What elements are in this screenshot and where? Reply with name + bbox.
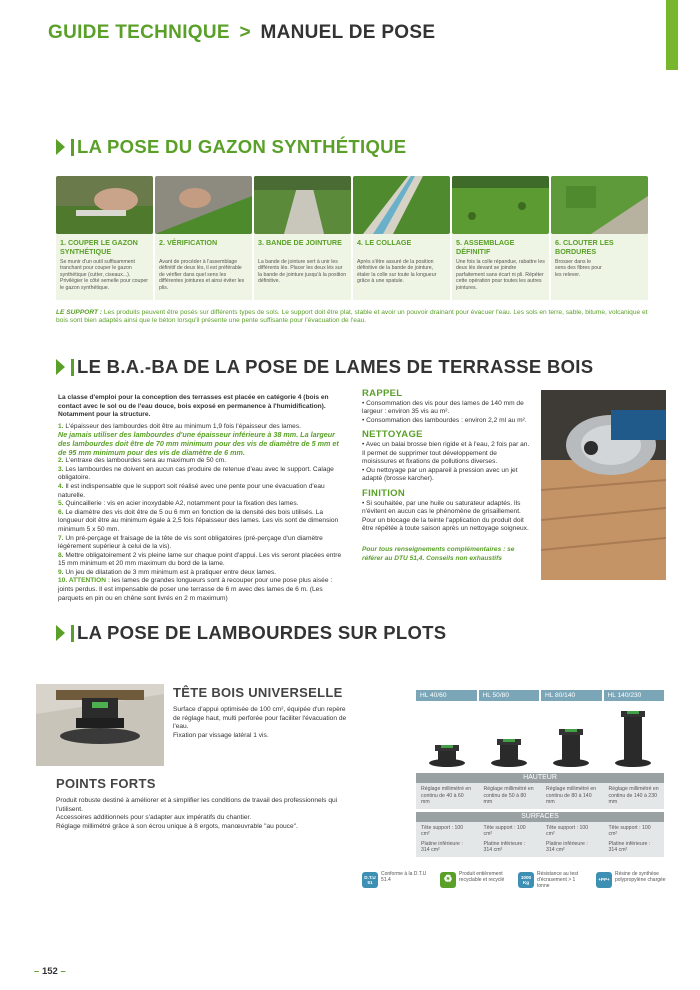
product-description: Surface d'appui optimisée de 100 cm², équipée d'un repère de réglage haut, multi perforée pour faciliter l'évacuation de l'eau. Fixation par vissage latéral 1 vis. <box>173 706 353 740</box>
pedestal-icon <box>429 745 465 767</box>
header-manuel-de-pose: MANUEL DE POSE <box>260 22 436 43</box>
bar-icon <box>71 139 74 156</box>
rappel-line: • Consommation des vis pour des lames de 140 mm de largeur : environ 35 vis au m². <box>362 399 524 416</box>
side-tab <box>666 0 678 70</box>
weight-badge: 1000 Kg Résistance au test d'écrasement > 1 tonne <box>518 872 588 889</box>
triangle-icon <box>56 139 65 155</box>
rule-item: 10. ATTENTION : les lames de grandes longueurs sont à recouper pour une pose plus aisée : joints perdus. Il est impensable de poser une terrasse de 6 m avec des lames de 6 m. (Les parquets en pin ou en chêne sont livrés en 2 m maximum) <box>58 577 333 602</box>
step-photo-verification <box>155 176 252 234</box>
step-1 <box>56 176 153 300</box>
recycle-badge: ♻ Produit entièrement recyclable et recyclé <box>440 872 510 889</box>
step-title: 2. VÉRIFICATION <box>159 238 218 247</box>
column-header: HL 80/140 <box>541 690 602 701</box>
pedestal-icon <box>491 739 527 767</box>
step-text: Brosser dans le sens des fibres pour les relever. <box>555 259 602 278</box>
step-title: 6. CLOUTER LES BORDURES <box>555 238 614 256</box>
chevron-right-icon: > <box>239 22 251 43</box>
rule-item: 7. Un pré-perçage et fraisage de la tête de vis sont obligatoires (pré-perçage d'un diamètre légèrement supérieur à celui de la vis). <box>58 534 323 551</box>
rule-item: 2. L'entraxe des lambourdes sera au maximum de 50 cm. <box>58 457 227 465</box>
surfaces-row-bottom: Platine inférieure : 314 cm² Platine inférieure : 314 cm² Platine inférieure : 314 cm² Platine inférieure : 314 cm² <box>416 841 664 857</box>
step-photo-borders <box>551 176 648 234</box>
triangle-icon <box>56 625 65 641</box>
column-header: HL 140/230 <box>604 690 665 701</box>
step-2 <box>155 176 252 300</box>
column-header: HL 40/60 <box>416 690 477 701</box>
table-header <box>416 690 664 701</box>
product-title: TÊTE BOIS UNIVERSELLE <box>173 685 343 700</box>
step-text: Avant de procéder à l'assemblage définitif de deux lés, il est préférable de vérifier dans quel sens les différentes jointures et ainsi éviter les plis. <box>159 259 245 291</box>
finition-line: • Si souhaitée, par une huile ou saturateur adaptés. Ils n'évitent en aucun cas le phénomène de grisaillement. Pour un blocage de la teinte l'application du produit doit être répétée à toute saison après un nettoyage soigneux. <box>362 499 529 533</box>
recycle-icon: ♻ <box>440 872 456 888</box>
step-title: 3. BANDE DE JOINTURE <box>258 238 342 247</box>
dtu-badge: D.T.U 51 Conforme à la D.T.U 51.4 <box>362 872 432 889</box>
rule-item: 3. Les lambourdes ne doivent en aucun cas produire de retenue d'eau avec le support. Calage obligatoire. <box>58 465 334 482</box>
step-6 <box>551 176 648 300</box>
page-number: – 152 – <box>34 966 66 977</box>
step-photo-assembly <box>452 176 549 234</box>
finition-title: FINITION <box>362 487 406 499</box>
product-fixation: Fixation par vissage latéral 1 vis. <box>173 731 269 739</box>
rule-item: 8. Mettre obligatoirement 2 vis pleine lame sur chaque point d'appui. Les vis seront placées entre 15 mm minimum et 20 mm maximum du bord de la lame. <box>58 551 342 568</box>
step-text: La bande de jointure sert à unir les différents lés. Placer les deux lés sur la bande de jointure jusqu'à la position définitive. <box>258 259 347 285</box>
hauteur-row: Réglage millimétré en continu de 40 à 60 mm Réglage millimétré en continu de 50 à 80 mm Réglage millimétré en continu de 80 à 140 mm Réglage millimétré en continu de 140 à 230 mm <box>416 783 664 809</box>
column-header: HL 50/80 <box>479 690 540 701</box>
more-info-note: Pour tous renseignements complémentaires : se référer au DTU 51,4. Conseils non exhaustifs <box>362 545 515 562</box>
nettoyage-line: • Avec un balai brosse bien rigide et à l'eau, 2 fois par an. Il permet de supprimer tout développement de moisissures et fixations de pollutions diverses. <box>362 440 530 466</box>
section-title-gazon: LA POSE DU GAZON SYNTHÉTIQUE <box>56 136 406 158</box>
triangle-icon <box>56 359 65 375</box>
bar-icon <box>71 625 74 642</box>
rule-1: 1. L'épaisseur des lambourdes doit être au minimum 1,9 fois l'épaisseur des lames. <box>58 422 301 430</box>
step-3 <box>254 176 351 300</box>
product-badges <box>362 872 666 889</box>
nettoyage-line: • Ou nettoyage par un appareil à pression avec un jet adapté (brosse karcher). <box>362 466 518 483</box>
weight-icon: 1000 Kg <box>518 872 534 888</box>
rappel-line: • Consommation des lambourdes : environ 2,2 ml au m². <box>362 416 527 424</box>
step-title: 1. COUPER LE GAZON SYNTHÉTIQUE <box>60 238 138 256</box>
pedestal-icon <box>615 711 651 767</box>
support-note: LE SUPPORT : Les produits peuvent être posés sur différents types de sols. Le support doit être plat, stable et avoir un pouvoir drainant pour évacuer l'eau. Les sols en terre, sable, bitume, volcanique et bois sont bien adaptés ainsi que le béton lorsqu'il présente une pente suffisante pour l'évacuation de l'eau. <box>56 309 648 325</box>
step-photo-joint-band <box>254 176 351 234</box>
page-header <box>48 22 435 44</box>
section-title-terrasse: LE B.A.-BA DE LA POSE DE LAMES DE TERRASSE BOIS <box>56 356 593 378</box>
nettoyage-title: NETTOYAGE <box>362 429 423 441</box>
step-title: 5. ASSEMBLAGE DÉFINITIF <box>456 238 515 256</box>
step-4 <box>353 176 450 300</box>
pedestal-icon <box>553 729 589 767</box>
step-5 <box>452 176 549 300</box>
pedestal-photo <box>36 684 164 766</box>
surfaces-row: Tête support : 100 cm² Tête support : 100 cm² Tête support : 100 cm² Tête support : 100 cm² <box>416 822 664 841</box>
step-text: Se munir d'un outil suffisamment tranchant pour couper le gazon synthétique (cutter, ciseaux...). Privilégier le côté semelle pour couper le gazon synthétique. <box>60 259 148 291</box>
surfaces-band: SURFACES <box>416 812 664 822</box>
polypropylene-badge: +PP+ Résine de synthèse polypropylène chargée <box>596 872 666 889</box>
rule-item: 9. Un jeu de dilatation de 3 mm minimum est à pratiquer entre deux lames. <box>58 568 277 576</box>
step-text: Après s'être assuré de la position définitive de la bande de jointure, étaler la colle sur toute la longueur grâce à une spatule. <box>357 259 437 285</box>
rules-list <box>58 457 348 603</box>
dtu-icon: D.T.U 51 <box>362 872 378 888</box>
rule-1-warning: Ne jamais utiliser des lambourdes d'une épaisseur inférieure à 38 mm. La largeur des lambourdes doit être de 70 mm minimum pour des vis de diamètre de 5 mm et de 95 mm minimum pour des vis de diamètre de 6 mm. <box>58 430 339 457</box>
step-text: Une fois la colle répandue, rabattre les deux lés devant se joindre parfaitement sans écart ni pli. Répéter cette opération pour toutes les autres jointures. <box>456 259 545 291</box>
circular-saw-photo <box>541 390 666 580</box>
rappel-title: RAPPEL <box>362 388 403 399</box>
section-title-plots: LA POSE DE LAMBOURDES SUR PLOTS <box>56 622 446 644</box>
step-photo-cutting <box>56 176 153 234</box>
hauteur-band: HAUTEUR <box>416 773 664 783</box>
product-spec-table <box>416 690 664 857</box>
terrasse-tips <box>362 390 532 563</box>
header-guide-technique: GUIDE TECHNIQUE <box>48 22 230 43</box>
intro-text: La classe d'emploi pour la conception des terrasses est placée en catégorie 4 (bois en contact avec le sol ou de l'eau douce, bois exposé en permanence à l'humidification). Notamment pour la structure. <box>58 394 329 419</box>
bar-icon <box>71 359 74 376</box>
pedestal-products-images <box>416 701 664 773</box>
rule-item: 6. Le diamètre des vis doit être de 5 ou 6 mm en fonction de la densité des bois utilisés. La longueur doit être au minimum égale à 2,5 fois l'épaisseur des lames. Les vis sont de dimension minimum 5 x 50 mm. <box>58 508 339 533</box>
step-photo-glue <box>353 176 450 234</box>
terrasse-rules <box>58 394 348 603</box>
rule-item: 4. Il est indispensable que le support soit réalisé avec une pente pour une évacuation d'eau naturelle. <box>58 482 325 499</box>
points-forts-title: POINTS FORTS <box>56 776 156 791</box>
polypropylene-icon: +PP+ <box>596 872 612 888</box>
points-forts-text: Produit robuste destiné à améliorer et à simplifier les conditions de travail des professionnels qui l'utilisent. Accessoires additionnels pour s'adapter aux impératifs du chantier. Réglage millimétré grâce à son écrou unique à 8 ergots, manœuvrable "au pouce". <box>56 797 338 830</box>
step-title: 4. LE COLLAGE <box>357 238 412 247</box>
rule-item: 5. Quincaillerie : vis en acier inoxydable A2, notamment pour la fixation des lames. <box>58 500 299 508</box>
gazon-steps <box>56 176 644 300</box>
